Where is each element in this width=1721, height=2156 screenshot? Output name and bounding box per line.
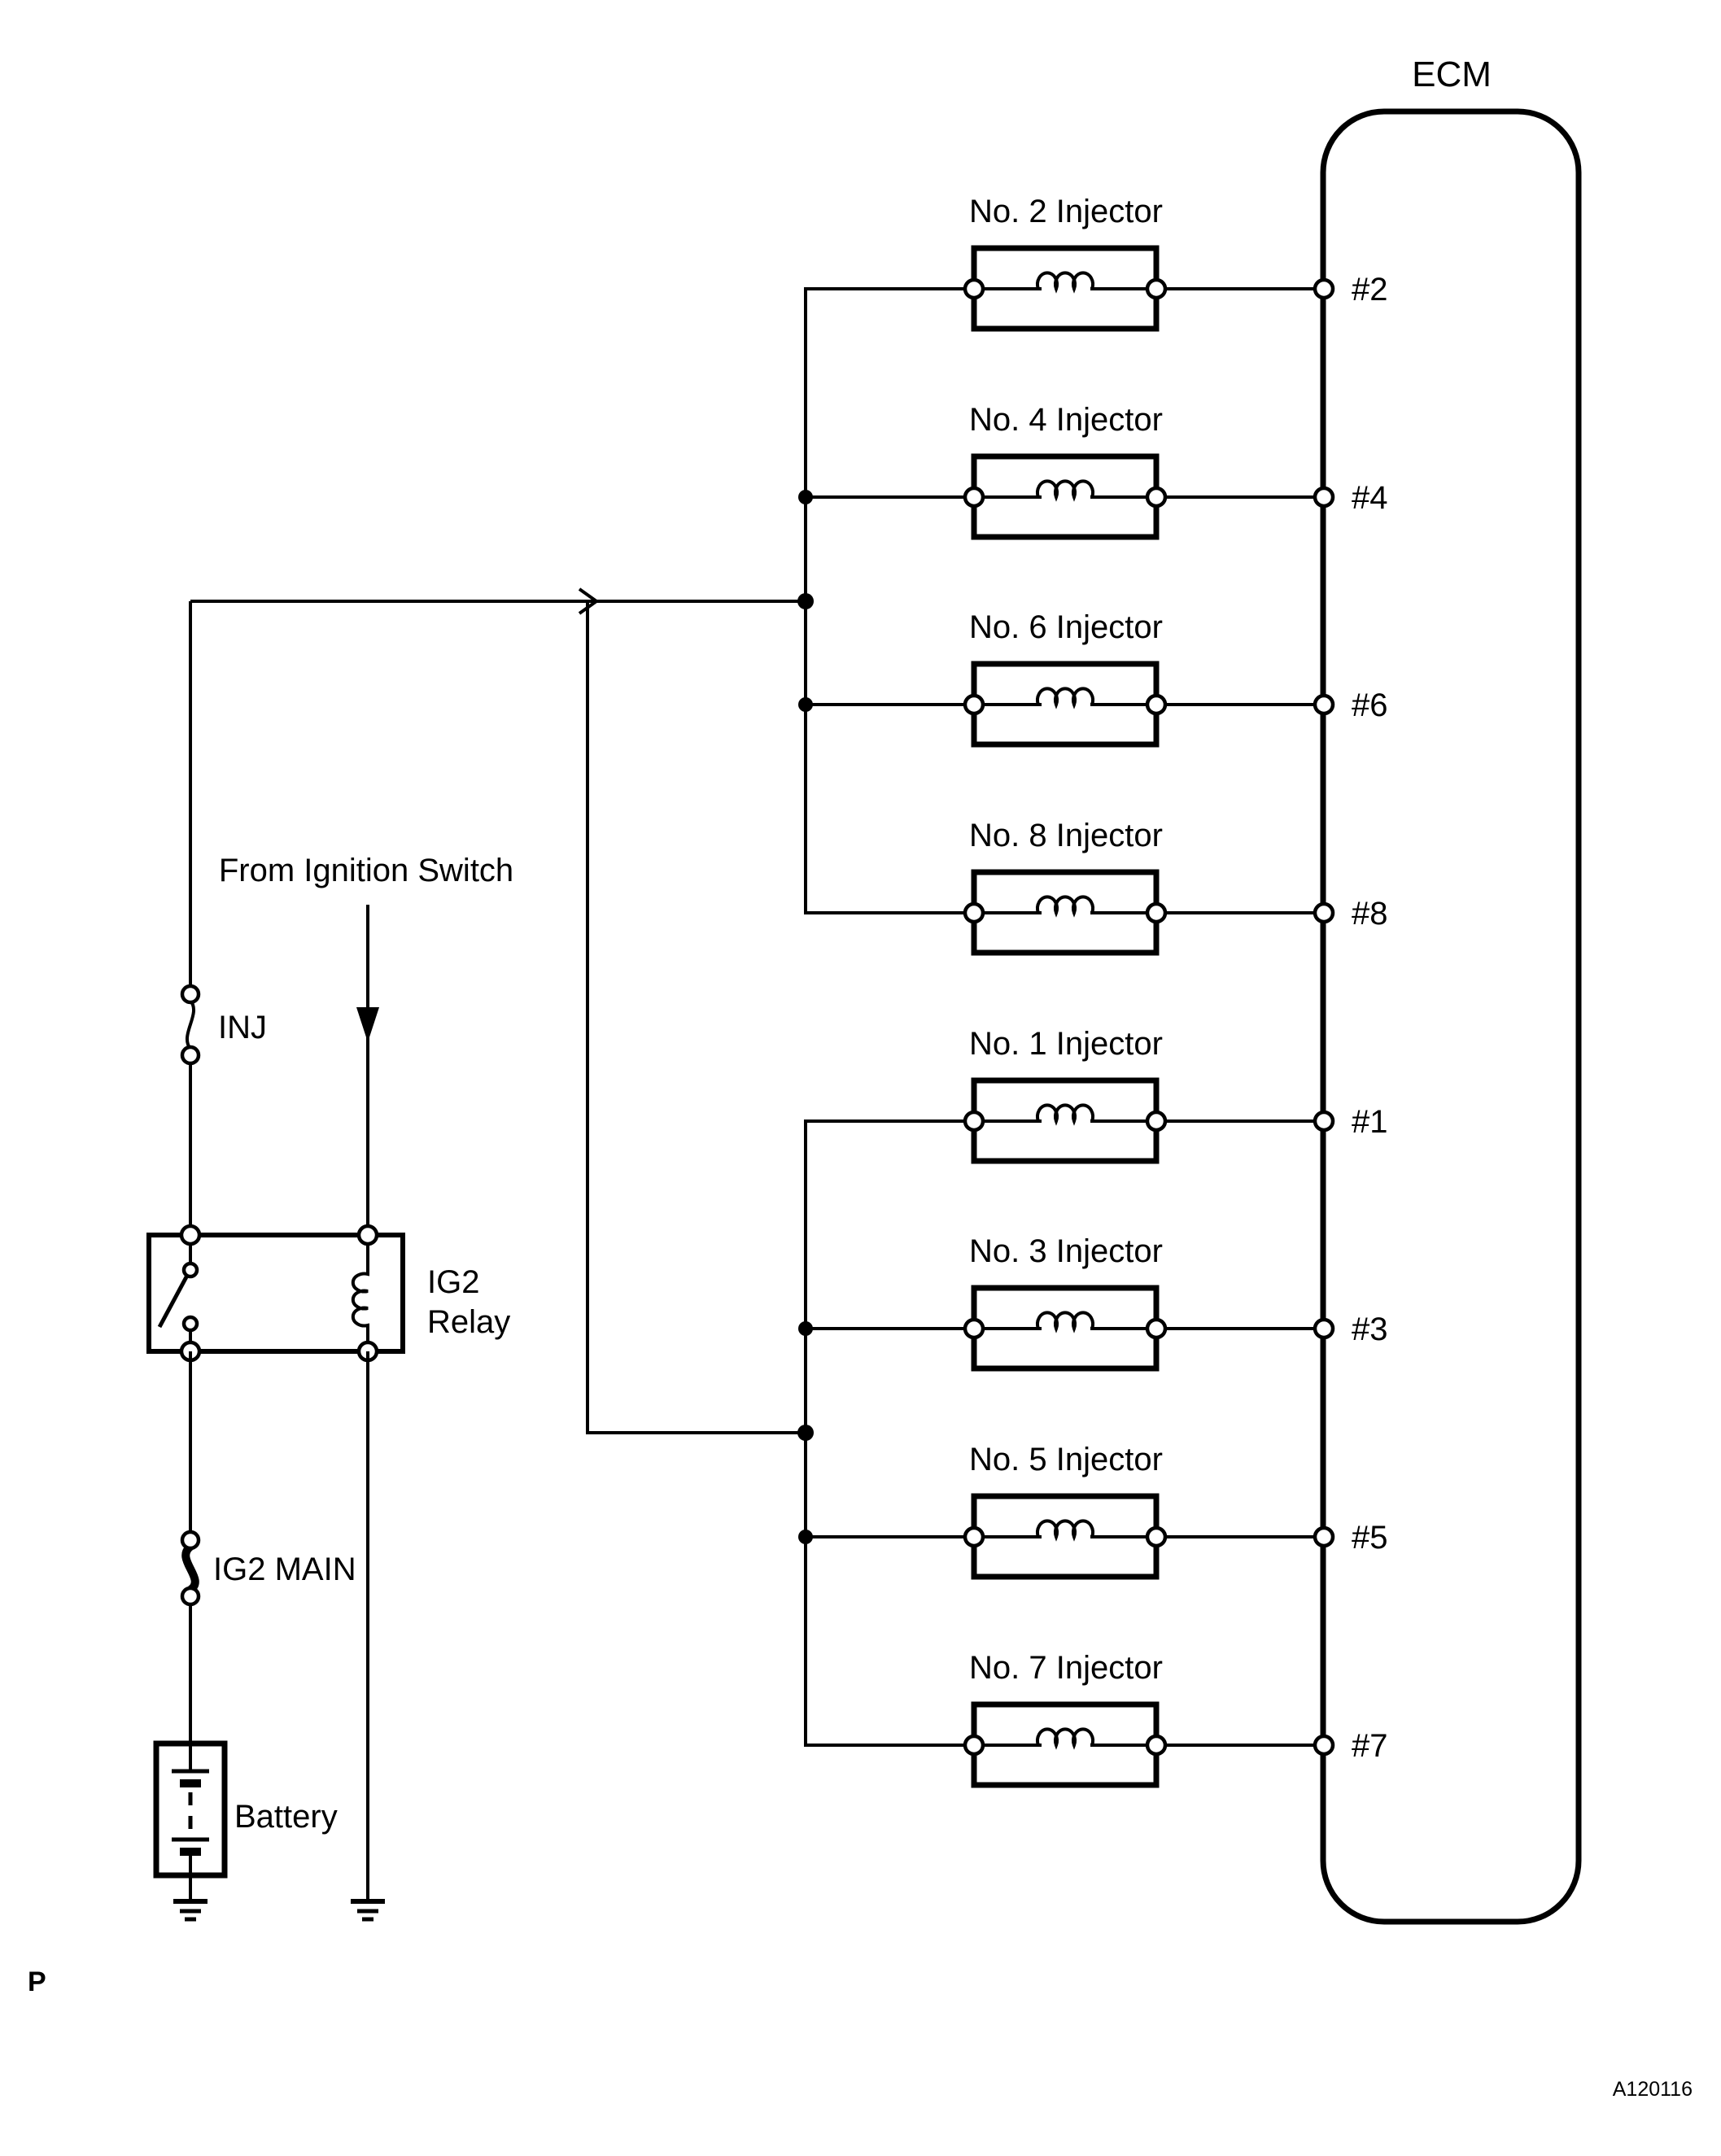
- from-ignition-switch-label: From Ignition Switch: [218, 853, 514, 888]
- fuse-terminal-circle: [182, 986, 199, 1002]
- injector-label: No. 7 Injector: [969, 1650, 1163, 1686]
- injector-row: [804, 402, 1388, 537]
- pin-label: #6: [1352, 687, 1388, 723]
- terminal-circle: [1147, 1528, 1165, 1546]
- injector-row: [804, 609, 1388, 744]
- ecm-pin-circle: [1315, 1112, 1333, 1130]
- ecm-pin-circle: [1315, 696, 1333, 714]
- ecm-pin-circle: [1315, 280, 1333, 298]
- injector-label: No. 5 Injector: [969, 1442, 1163, 1477]
- switch-contact-circle: [184, 1317, 197, 1330]
- injector-label: No. 2 Injector: [969, 194, 1163, 229]
- injector-row: [804, 1650, 1388, 1785]
- injector-coil-icon: [1037, 1729, 1093, 1745]
- ecm-box: [1323, 111, 1579, 1922]
- pin-label: #4: [1352, 480, 1388, 516]
- relay-label-line1: IG2: [427, 1264, 480, 1300]
- terminal-circle: [1147, 280, 1165, 298]
- inj-fuse: [182, 601, 267, 1235]
- injector-label: No. 8 Injector: [969, 818, 1163, 853]
- page-marker: P: [28, 1966, 46, 1997]
- pin-label: #3: [1352, 1311, 1388, 1347]
- injector-coil-icon: [1037, 1521, 1093, 1537]
- injector-label: No. 4 Injector: [969, 402, 1163, 438]
- fuse-terminal-circle: [182, 1532, 199, 1548]
- injector-coil-icon: [1037, 481, 1093, 497]
- feed-wire-branch: [587, 601, 806, 1433]
- terminal-circle: [1147, 696, 1165, 714]
- injector-row: [804, 1442, 1388, 1577]
- terminal-circle: [965, 1528, 983, 1546]
- terminal-circle: [965, 696, 983, 714]
- ecm-title: ECM: [1412, 55, 1492, 94]
- injector-label: No. 3 Injector: [969, 1233, 1163, 1269]
- terminal-circle: [1147, 904, 1165, 922]
- terminal-circle: [965, 488, 983, 506]
- pin-label: #7: [1352, 1728, 1388, 1764]
- pin-label: #5: [1352, 1520, 1388, 1556]
- ecm-pin-circle: [1315, 1320, 1333, 1338]
- injector-coil-icon: [1037, 688, 1093, 705]
- injector-coil-icon: [1037, 897, 1093, 913]
- junction-dot: [797, 1425, 814, 1441]
- figure-id: A120116: [1612, 2078, 1693, 2101]
- battery: [156, 1744, 338, 1901]
- terminal-circle: [1147, 1320, 1165, 1338]
- relay-coil-icon: [353, 1235, 368, 1351]
- terminal-circle: [965, 904, 983, 922]
- terminal-circle: [965, 1320, 983, 1338]
- junction-dot: [797, 593, 814, 609]
- injector-coil-icon: [1037, 273, 1093, 289]
- fuse-terminal-circle: [182, 1588, 199, 1604]
- injector-row: [804, 818, 1388, 953]
- ecm-pin-circle: [1315, 904, 1333, 922]
- injector-label: No. 6 Injector: [969, 609, 1163, 645]
- injector-row: [804, 194, 1388, 329]
- injector-row: [804, 1233, 1388, 1368]
- inj-fuse-label: INJ: [218, 1010, 267, 1045]
- power-feed-wiring: [190, 289, 814, 1745]
- terminal-circle: [965, 280, 983, 298]
- pin-label: #8: [1352, 896, 1388, 932]
- ecm-pin-circle: [1315, 1528, 1333, 1546]
- ig2-relay: [149, 1226, 510, 1360]
- ecm-module: [1323, 55, 1579, 1922]
- switch-contact-circle: [184, 1263, 197, 1277]
- ig2-main-fuse-label: IG2 MAIN: [213, 1552, 356, 1587]
- relay-terminal-circle: [359, 1226, 377, 1244]
- terminal-circle: [1147, 1736, 1165, 1754]
- fusible-link-icon: [186, 1547, 195, 1590]
- terminal-circle: [1147, 1112, 1165, 1130]
- ig2-main-fuse: [182, 1351, 356, 1744]
- down-arrow-icon: [356, 1007, 379, 1042]
- fuse-element-icon: [187, 1001, 194, 1049]
- battery-label: Battery: [234, 1799, 338, 1835]
- terminal-circle: [1147, 488, 1165, 506]
- relay-label-line2: Relay: [427, 1304, 511, 1340]
- injector-coil-icon: [1037, 1312, 1093, 1329]
- fuse-terminal-circle: [182, 1047, 199, 1063]
- injector-row: [804, 1026, 1388, 1161]
- ecm-pin-circle: [1315, 1736, 1333, 1754]
- ground-symbol-icon: [351, 1901, 385, 1919]
- relay-terminal-circle: [181, 1226, 199, 1244]
- pin-label: #2: [1352, 272, 1388, 308]
- ecm-pin-circle: [1315, 488, 1333, 506]
- ground-symbol-icon: [173, 1901, 207, 1919]
- pin-label: #1: [1352, 1104, 1388, 1140]
- injector-label: No. 1 Injector: [969, 1026, 1163, 1062]
- injector-coil-icon: [1037, 1105, 1093, 1121]
- terminal-circle: [965, 1736, 983, 1754]
- terminal-circle: [965, 1112, 983, 1130]
